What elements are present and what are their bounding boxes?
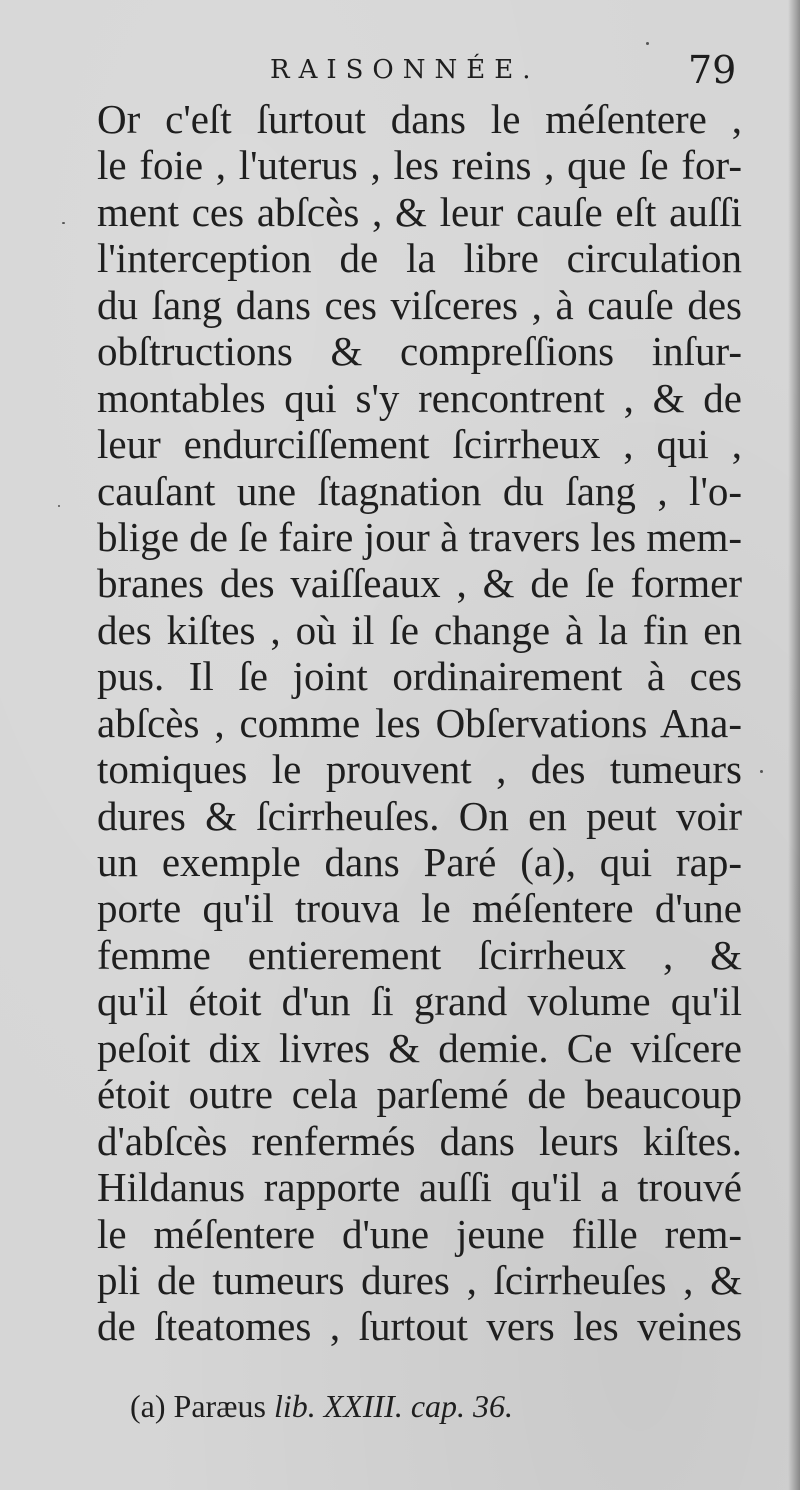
text-line: Hildanus rapporte auſſi qu'il a trouvé <box>97 1164 742 1211</box>
text-line: du ſang dans ces viſceres , à cauſe des <box>97 281 742 328</box>
text-line: tomiques le prouvent , des tumeurs <box>97 746 742 793</box>
text-line: un exemple dans Paré (a), qui rap- <box>97 839 742 885</box>
text-line: pli de tumeurs dures , ſcirrheuſes , & <box>97 1256 742 1303</box>
page-number: 79 <box>688 48 737 92</box>
text-line: montables qui s'y rencontrent , & de <box>97 374 742 421</box>
paper-speck <box>62 222 65 224</box>
text-line: abſcès , comme les Obſervations Ana- <box>97 699 742 746</box>
body-text <box>97 96 742 1350</box>
text-line: le foie , l'uterus , les reins , que ſe for- <box>97 142 742 189</box>
footnote-author: Paræus <box>173 1388 266 1424</box>
text-line: ment ces abſcès , & leur cauſe eſt auſſi <box>97 188 742 235</box>
text-line: blige de ſe faire jour à travers les mem- <box>97 513 742 560</box>
page-edge-shadow <box>788 0 800 1490</box>
text-line: peſoit dix livres & demie. Ce viſcere <box>97 1024 742 1071</box>
text-line: l'interception de la libre circulation <box>97 235 742 282</box>
paper-speck <box>58 505 60 507</box>
text-line: de ſteatomes , ſurtout vers les veines <box>97 1303 742 1350</box>
paper-speck <box>760 770 763 773</box>
running-head: RAISONNÉE. <box>270 55 540 85</box>
text-line: Or c'eſt ſurtout dans le méſentere , <box>97 96 742 142</box>
text-line: femme entierement ſcirrheux , & <box>97 931 742 978</box>
text-line: leur endurciſſement ſcirrheux , qui , <box>97 421 742 468</box>
footnote-reference: lib. XXIII. cap. 36. <box>273 1388 514 1424</box>
footnote <box>130 1388 513 1425</box>
text-line: des kiſtes , où il ſe change à la fin en <box>97 606 742 653</box>
text-line: d'abſcès renfermés dans leurs kiſtes. <box>97 1117 742 1164</box>
text-line: le méſentere d'une jeune fille rem- <box>97 1210 742 1257</box>
text-line: obſtructions & compreſſions inſur- <box>97 328 742 375</box>
paper-speck <box>646 42 649 45</box>
text-line: cauſant une ſtagnation du ſang , l'o- <box>97 467 742 514</box>
text-line: branes des vaiſſeaux , & de ſe former <box>97 560 742 607</box>
footnote-marker: (a) <box>130 1388 166 1424</box>
text-line: étoit outre cela parſemé de beaucoup <box>97 1071 742 1118</box>
text-line: dures & ſcirrheuſes. On en peut voir <box>97 792 742 839</box>
text-line: porte qu'il trouva le méſentere d'une <box>97 885 742 932</box>
text-line: pus. Il ſe joint ordinairement à ces <box>97 653 742 700</box>
text-line: qu'il étoit d'un ſi grand volume qu'il <box>97 978 742 1025</box>
